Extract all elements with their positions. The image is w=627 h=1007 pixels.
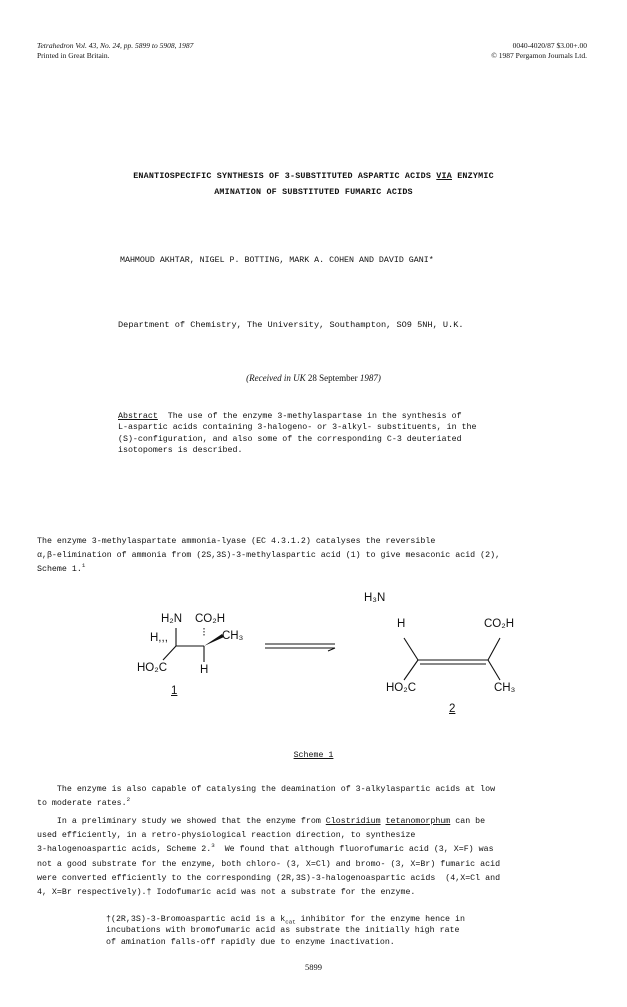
h-bottom: H <box>200 664 209 676</box>
affiliation: Department of Chemistry, The University, Southampton, SO9 5NH, U.K. <box>118 320 464 330</box>
paper-title-line-1: ENANTIOSPECIFIC SYNTHESIS OF 3-SUBSTITUTED ASPARTIC ACIDS VIA ENZYMIC <box>133 171 494 181</box>
intro-paragraph: The enzyme 3-methylaspartate ammonia-lyase (EC 4.3.1.2) catalyses the reversible α,β-elimination of ammonia from (2S,3S)-3-methylaspartic acid (1) to give mesaconic acid (2), Scheme 1.$^1$ <box>37 537 501 575</box>
paper-title-line-2: AMINATION OF SUBSTITUTED FUMARIC ACIDS <box>214 187 413 197</box>
title-via: VIA <box>436 171 452 181</box>
compound-label-1: 1 <box>171 685 178 697</box>
journal-info-right <box>491 41 587 60</box>
ch3-group-left: CH₃ <box>222 630 244 642</box>
ch3-group-right: CH₃ <box>494 682 516 694</box>
species-name: tetanomorphum <box>385 817 451 826</box>
journal-info-left <box>37 41 193 60</box>
compound-label-2: 2 <box>449 703 456 715</box>
ho2c-group-left: HO₂C <box>137 662 168 674</box>
h3n-byproduct: H₃N <box>364 592 386 604</box>
h-wedge-left: H,,, <box>150 632 168 644</box>
received-date: (Received in UK 28 September 1987) <box>246 373 381 383</box>
ref-1: 1 <box>81 562 86 570</box>
scheme-1 <box>0 590 627 740</box>
scheme-caption: Scheme 1 <box>293 751 334 760</box>
ref-2: 2 <box>126 796 131 804</box>
printed-in: Printed in Great Britain. <box>37 50 110 60</box>
nh2-group: H₂N <box>161 613 183 625</box>
scheme-bonds <box>0 590 627 740</box>
h-right: H <box>397 618 406 630</box>
abstract: Abstract The use of the enzyme 3-methylaspartase in the synthesis of L-aspartic acids containing 3-halogeno- or 3-alkyl- substituents, in the (S)-configuration, and also some of the corresponding C-3 deuteriated isotopomers is described. <box>118 412 477 456</box>
co2h-group-right: CO₂H <box>484 618 515 630</box>
authors: MAHMOUD AKHTAR, NIGEL P. BOTTING, MARK A. COHEN AND DAVID GANI* <box>120 256 434 265</box>
paragraph-3: In a preliminary study we showed that the enzyme from Clostridium tetanomorphum can be used efficiently, in a retro-physiological reaction direction, to synthesize 3-halogenoaspartic acids, Scheme 2.$^3$ We found that although fluorofumaric acid (3, X=F) was not a good substrate for the enzyme, both chloro- (3, X=Cl) and bromo- (3, X=Br) fumaric acid were converted efficiently to the corresponding (2R,3S)-3-halogenoaspartic acids (4,X=Cl and 4, X=Br respectively).† Iodofumaric acid was not a substrate for the enzyme. <box>37 817 501 898</box>
journal-citation: Tetrahedron Vol. 43, No. 24, pp. 5899 to 5908, 1987 <box>37 41 194 50</box>
abstract-label: Abstract <box>118 412 158 421</box>
page-number: 5899 <box>305 962 322 972</box>
genus-name: Clostridium <box>325 817 381 826</box>
ref-3: 3 <box>211 842 215 850</box>
ho2c-group-right: HO₂C <box>386 682 417 694</box>
footnote: †(2R,3S)-3-Bromoaspartic acid is a $k_{cat}$ inhibitor for the enzyme hence in incubations with bromofumaric acid as substrate the initially high rate of amination falls-off rapidly due to enzyme inactivation. <box>106 915 465 947</box>
issn-price: 0040-4020/87 $3.00+.00 <box>512 41 587 50</box>
copyright: © 1987 Pergamon Journals Ltd. <box>491 50 587 60</box>
paragraph-2: The enzyme is also capable of catalysing the deamination of 3-alkylaspartic acids at low to moderate rates.$^2$ <box>37 785 496 809</box>
co2h-group-top: CO₂H <box>195 613 226 625</box>
